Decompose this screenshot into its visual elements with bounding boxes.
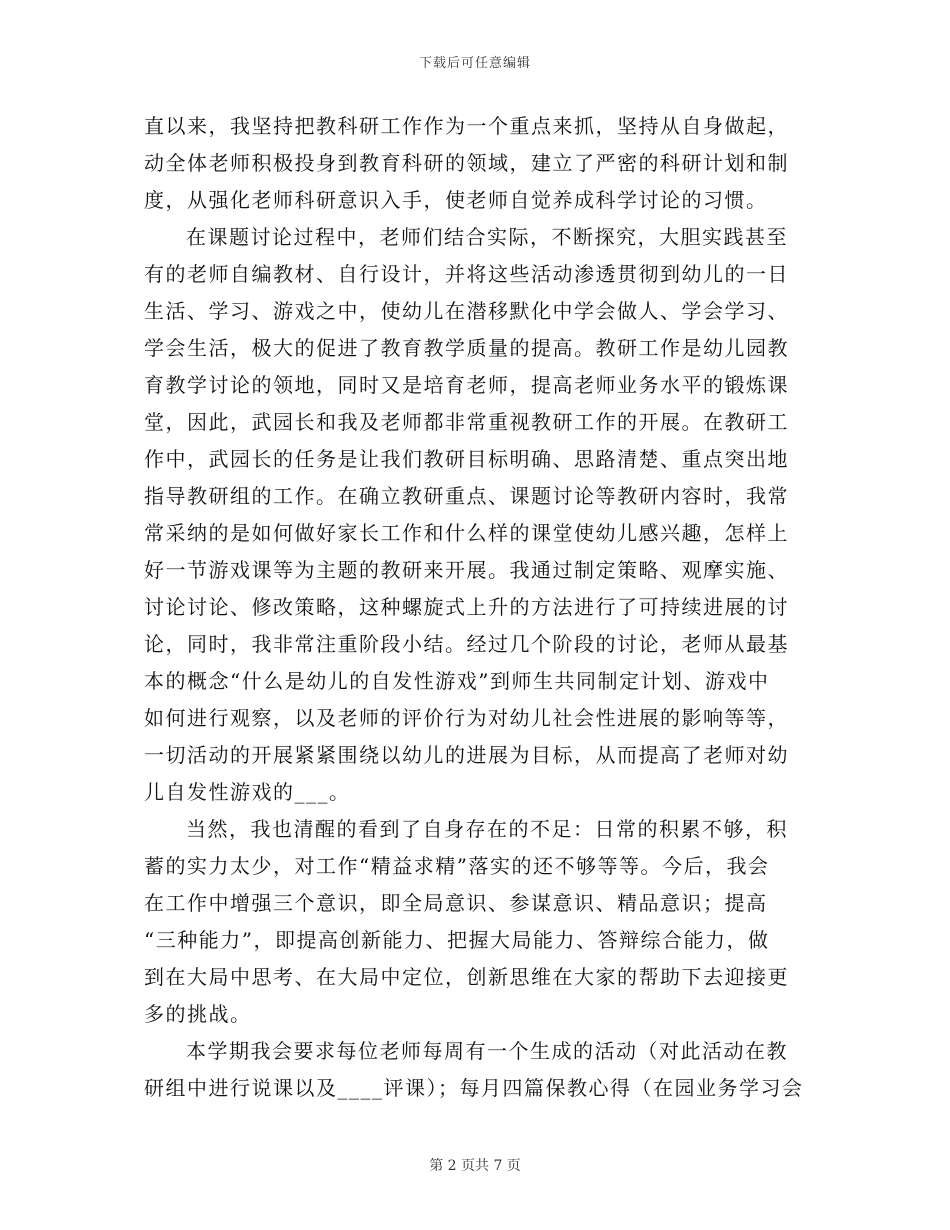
text-line: 研组中进行说课以及____评课）；每月四篇保教心得（在园业务学习会: [144, 1076, 804, 1100]
text-line: 如何进行观察，以及老师的评价行为对幼儿社会性进展的影响等等，: [144, 706, 789, 730]
text-line: 育教学讨论的领地，同时又是培育老师，提高老师业务水平的锻炼课: [144, 373, 789, 397]
text-line: 好一节游戏课等为主题的教研来开展。我通过制定策略、观摩实施、: [144, 558, 789, 582]
text-line: 一切活动的开展紧紧围绕以幼儿的进展为目标，从而提高了老师对幼: [144, 743, 789, 767]
text-line: 论，同时，我非常注重阶段小结。经过几个阶段的讨论，老师从最基: [144, 632, 789, 656]
text-line: 直以来，我坚持把教科研工作作为一个重点来抓，坚持从自身做起，: [144, 114, 789, 138]
text-line: 儿自发性游戏的___。: [144, 780, 351, 804]
text-line: 有的老师自编教材、自行设计，并将这些活动渗透贯彻到幼儿的一日: [144, 262, 789, 286]
text-line: 动全体老师积极投身到教育科研的领域，建立了严密的科研计划和制: [144, 151, 789, 175]
text-line: 生活、学习、游戏之中，使幼儿在潜移默化中学会做人、学会学习、: [144, 299, 789, 323]
paragraph-first-line: 本学期我会要求每位老师每周有一个生成的活动（对此活动在教: [186, 1039, 788, 1063]
text-line: 本的概念“什么是幼儿的自发性游戏”到师生共同制定计划、游戏中: [144, 669, 770, 693]
page-number: 第 2 页共 7 页: [429, 1158, 521, 1174]
text-line: 在工作中增强三个意识，即全局意识、参谋意识、精品意识；提高: [144, 891, 768, 915]
text-line: 堂，因此，武园长和我及老师都非常重视教研工作的开展。在教研工: [144, 410, 789, 434]
text-line: 作中，武园长的任务是让我们教研目标明确、思路清楚、重点突出地: [144, 447, 789, 471]
text-line: 度，从强化老师科研意识入手，使老师自觉养成科学讨论的习惯。: [144, 188, 768, 212]
text-line: 指导教研组的工作。在确立教研重点、课题讨论等教研内容时，我常: [144, 484, 789, 508]
text-line: 常采纳的是如何做好家长工作和什么样的课堂使幼儿感兴趣，怎样上: [144, 521, 789, 545]
text-line: 蓄的实力太少，对工作“精益求精”落实的还不够等等。今后，我会: [144, 854, 770, 878]
text-line: 学会生活，极大的促进了教育教学质量的提高。教研工作是幼儿园教: [144, 336, 789, 360]
paragraph-first-line: 当然，我也清醒的看到了自身存在的不足：日常的积累不够，积: [186, 817, 788, 841]
paragraph-first-line: 在课题讨论过程中，老师们结合实际，不断探究，大胆实践甚至: [186, 225, 788, 249]
text-line: 多的挑战。: [144, 1002, 252, 1026]
document-body: [144, 108, 806, 1107]
text-line: 到在大局中思考、在大局中定位，创新思维在大家的帮助下去迎接更: [144, 965, 789, 989]
text-line: “三种能力”，即提高创新能力、把握大局能力、答辩综合能力，做: [144, 928, 770, 952]
page-header: 下载后可任意编辑: [418, 56, 531, 71]
text-line: 讨论讨论、修改策略，这种螺旋式上升的方法进行了可持续进展的讨: [144, 595, 789, 619]
